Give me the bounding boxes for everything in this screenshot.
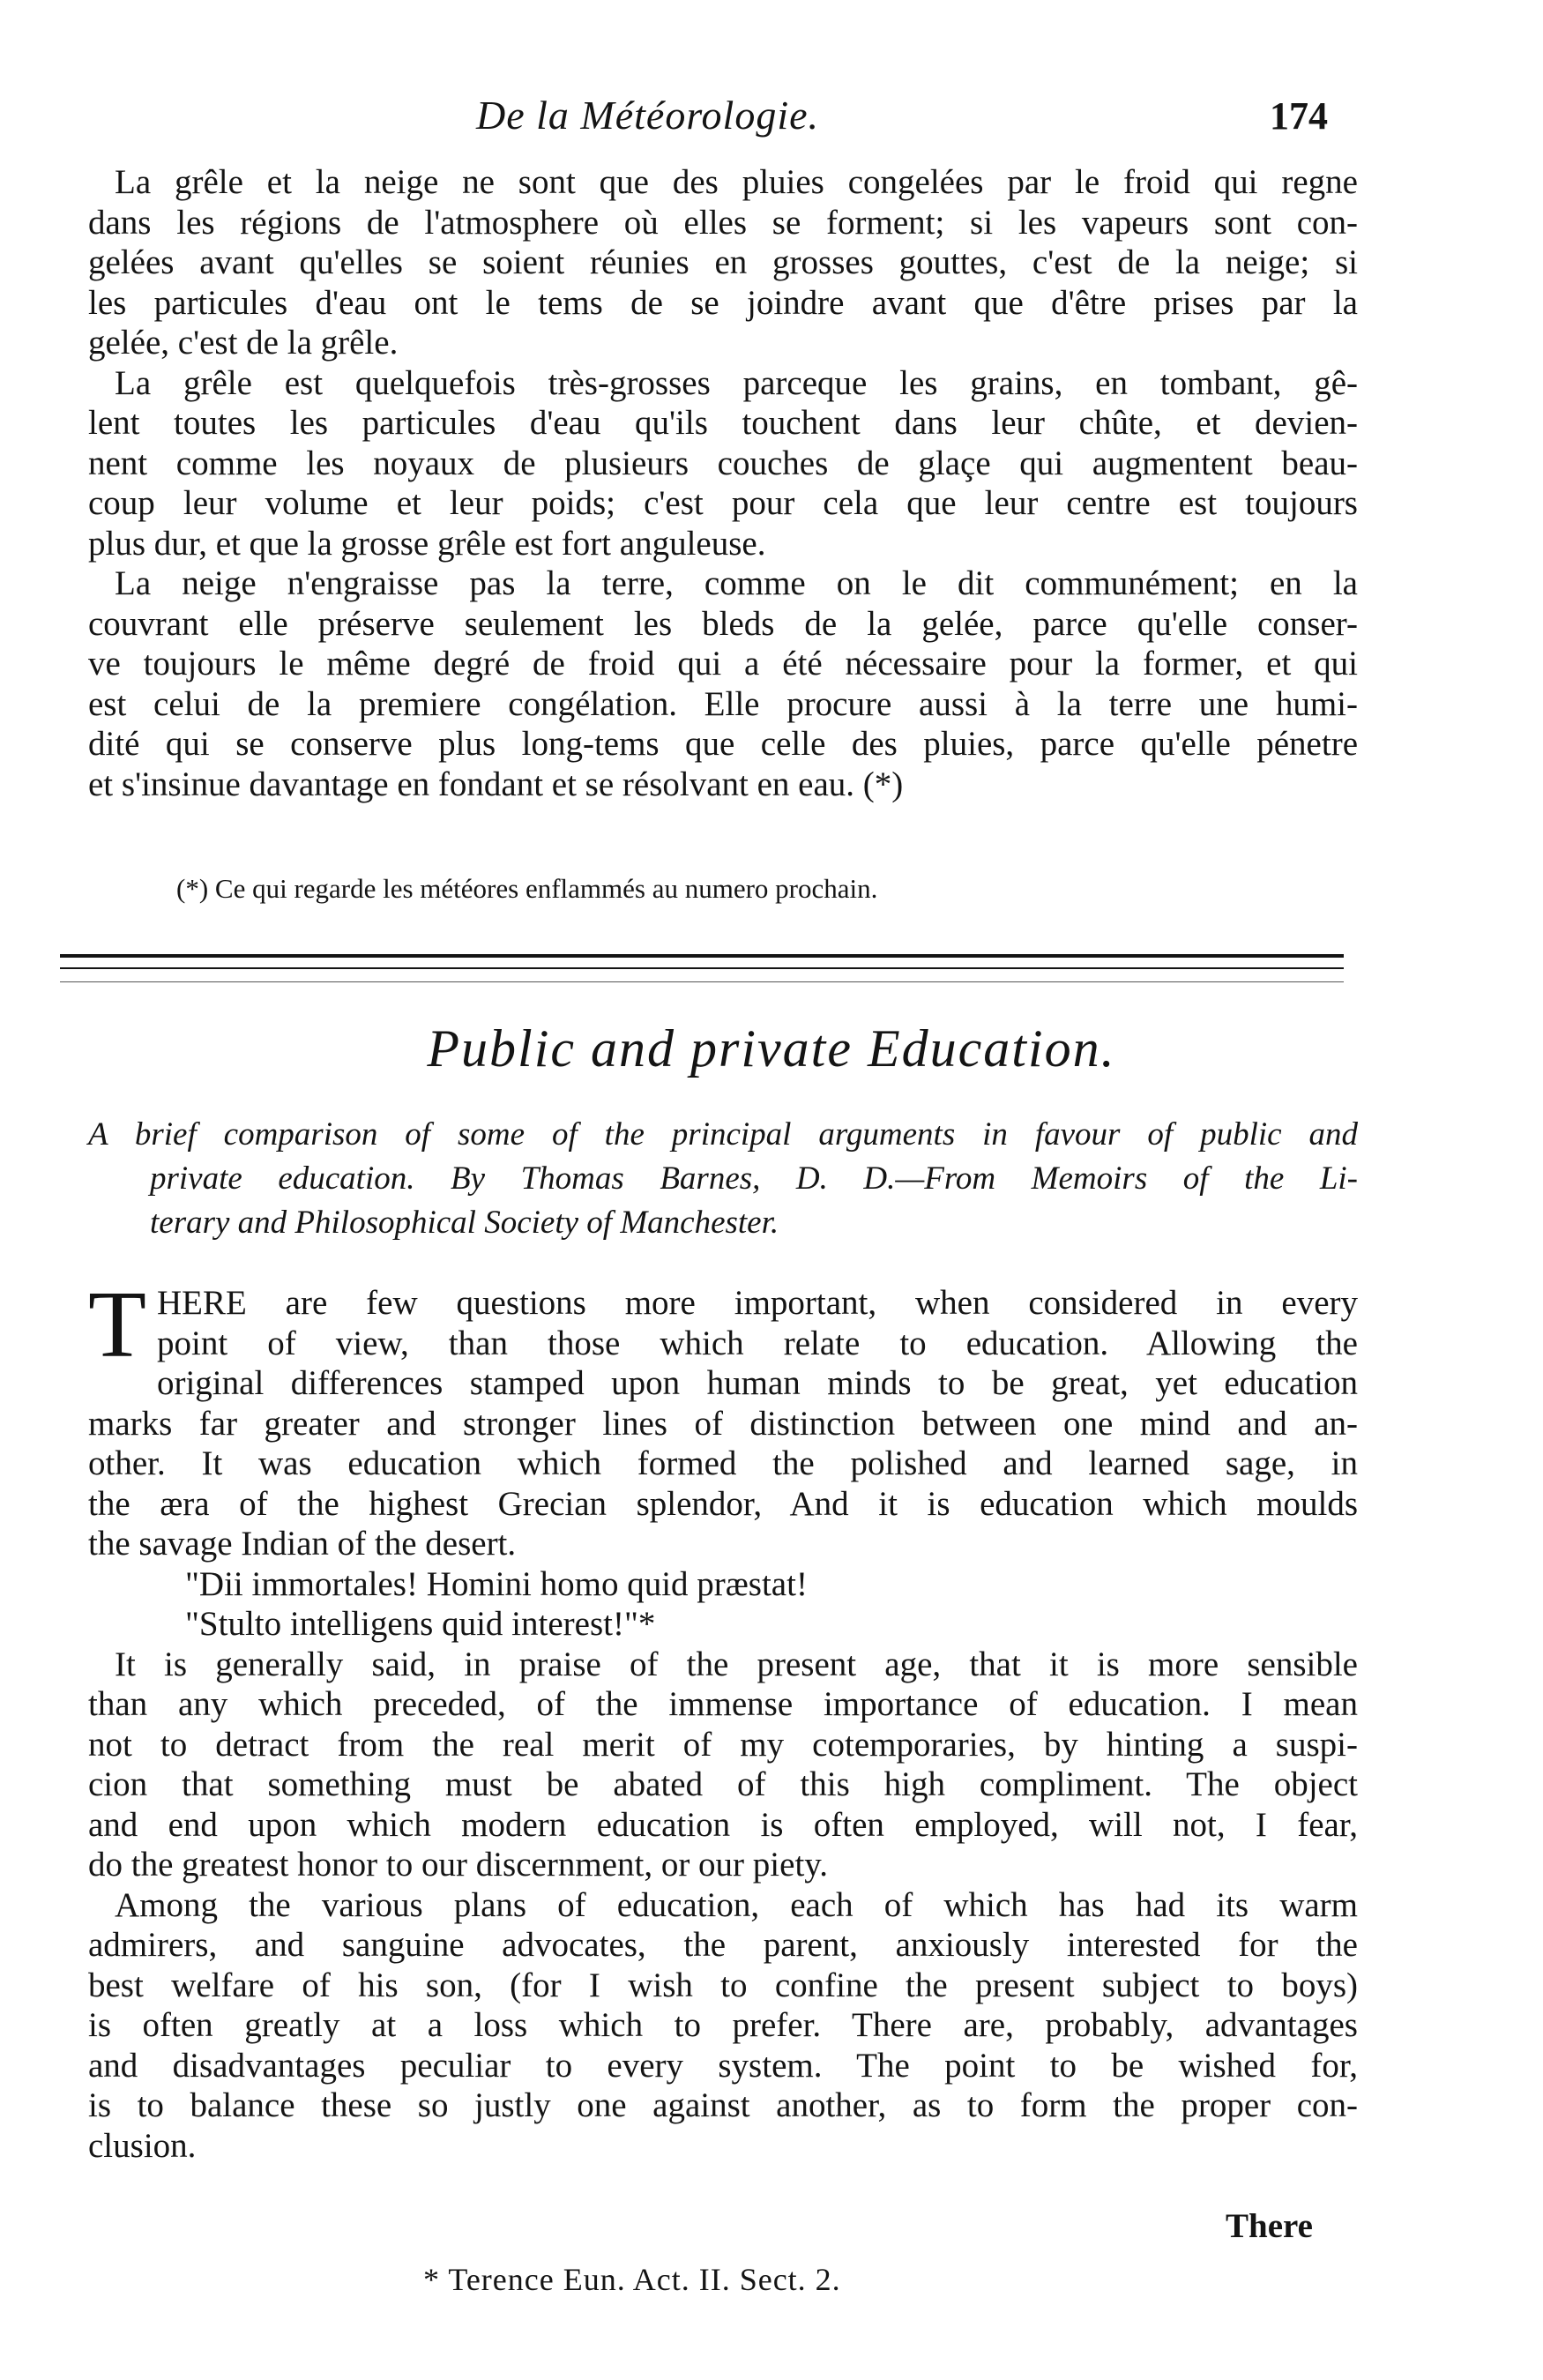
text-line: best welfare of his son, (for I wish to confine the present subject to boys)	[88, 1966, 1358, 2004]
text-line: the savage Indian of the desert.	[88, 1525, 517, 1563]
text-line: point of view, than those which relate to education. Allowing the	[156, 1324, 1358, 1362]
text-line: admirers, and sanguine advocates, the parent, anxiously interested for the	[88, 1926, 1358, 1964]
text-line: dans les régions de l'atmosphere où elles se forment; si les vapeurs sont con-	[88, 203, 1358, 242]
text-line: original differences stamped upon human minds to be great, yet education	[156, 1364, 1358, 1402]
subtitle-line: terary and Philosophical Society of Manchester.	[150, 1205, 779, 1241]
text-line: La grêle et la neige ne sont que des pluies congelées par le froid qui regne	[115, 163, 1358, 201]
text-line: gelée, c'est de la grêle.	[88, 324, 399, 362]
divider-rule	[60, 967, 1344, 969]
divider-rule	[60, 954, 1344, 958]
english-footnote: * Terence Eun. Act. II. Sect. 2.	[423, 2262, 841, 2297]
verse-line: "Stulto intelligens quid interest!"*	[185, 1605, 656, 1643]
text-line: plus dur, et que la grosse grêle est fort anguleuse.	[88, 524, 766, 563]
text-line: not to detract from the real merit of my cotemporaries, by hinting a suspi-	[88, 1725, 1358, 1764]
verse-line: "Dii immortales! Homini homo quid præstat!	[185, 1564, 808, 1603]
drop-cap: T	[88, 1272, 146, 1377]
catchword: There	[1226, 2207, 1313, 2245]
text-line: couvrant elle préserve seulement les bleds de la gelée, parce qu'elle conser-	[88, 604, 1358, 643]
french-text-section	[88, 162, 1358, 804]
french-footnote: (*) Ce qui regarde les météores enflammés au numero prochain.	[176, 873, 878, 904]
text-line: les particules d'eau ont le tems de se joindre avant que d'être prises par la	[88, 283, 1358, 322]
text-line: marks far greater and stronger lines of distinction between one mind and an-	[88, 1404, 1358, 1443]
article-body	[88, 1272, 1358, 2166]
text-line: dité qui se conserve plus long-tems que celle des pluies, parce qu'elle pénetre	[88, 725, 1358, 763]
text-line: La neige n'engraisse pas la terre, comme on le dit communément; en la	[115, 564, 1358, 602]
text-line: and disadvantages peculiar to every system. The point to be wished for,	[88, 2046, 1358, 2085]
text-line: nent comme les noyaux de plusieurs couches de glaçe qui augmentent beau-	[88, 444, 1358, 482]
text-line: La grêle est quelquefois très-grosses parceque les grains, en tombant, gê-	[115, 363, 1358, 402]
article-title: Public and private Education.	[427, 1019, 1116, 1078]
text-line: and end upon which modern education is often employed, will not, I fear,	[88, 1805, 1358, 1844]
text-line: is often greatly at a loss which to prefer. There are, probably, advantages	[88, 2006, 1358, 2044]
opening-paragraph-start	[88, 1272, 1358, 1377]
running-title: De la Météorologie.	[476, 93, 820, 138]
text-line: do the greatest honor to our discernment, or our piety.	[88, 1846, 828, 1884]
text-line: est celui de la premiere congélation. Elle procure aussi à la terre une humi-	[88, 684, 1358, 723]
text-line: coup leur volume et leur poids; c'est pour cela que leur centre est toujours	[88, 484, 1358, 522]
text-line: ve toujours le même degré de froid qui a été nécessaire pour la former, et qui	[88, 645, 1358, 683]
text-line: cion that something must be abated of this high compliment. The object	[88, 1765, 1358, 1803]
text-line: HERE are few questions more important, when considered in every	[156, 1284, 1358, 1322]
text-line: It is generally said, in praise of the present age, that it is more sensible	[115, 1645, 1358, 1683]
page-number: 174	[1270, 94, 1328, 138]
subtitle-line: A brief comparison of some of the principal arguments in favour of public and	[88, 1116, 1358, 1153]
text-line: other. It was education which formed the polished and learned sage, in	[88, 1444, 1358, 1482]
running-head	[0, 88, 1543, 150]
subtitle-line: private education. By Thomas Barnes, D. D.—From Memoirs of the Li-	[150, 1160, 1358, 1197]
text-line: the æra of the highest Grecian splendor, And it is education which moulds	[88, 1484, 1358, 1523]
text-line: Among the various plans of education, each of which has had its warm	[115, 1885, 1358, 1924]
text-line: clusion.	[88, 2126, 197, 2165]
text-line: than any which preceded, of the immense importance of education. I mean	[88, 1685, 1358, 1723]
article-subtitle	[88, 1113, 1358, 1245]
text-line: gelées avant qu'elles se soient réunies en grosses gouttes, c'est de la neige; si	[88, 243, 1358, 281]
text-line: et s'insinue davantage en fondant et se résolvant en eau. (*)	[88, 765, 904, 803]
text-line: is to balance these so justly one against another, as to form the proper con-	[88, 2086, 1358, 2124]
divider-rule	[60, 981, 1344, 982]
text-line: lent toutes les particules d'eau qu'ils touchent dans leur chûte, et devien-	[88, 404, 1358, 442]
